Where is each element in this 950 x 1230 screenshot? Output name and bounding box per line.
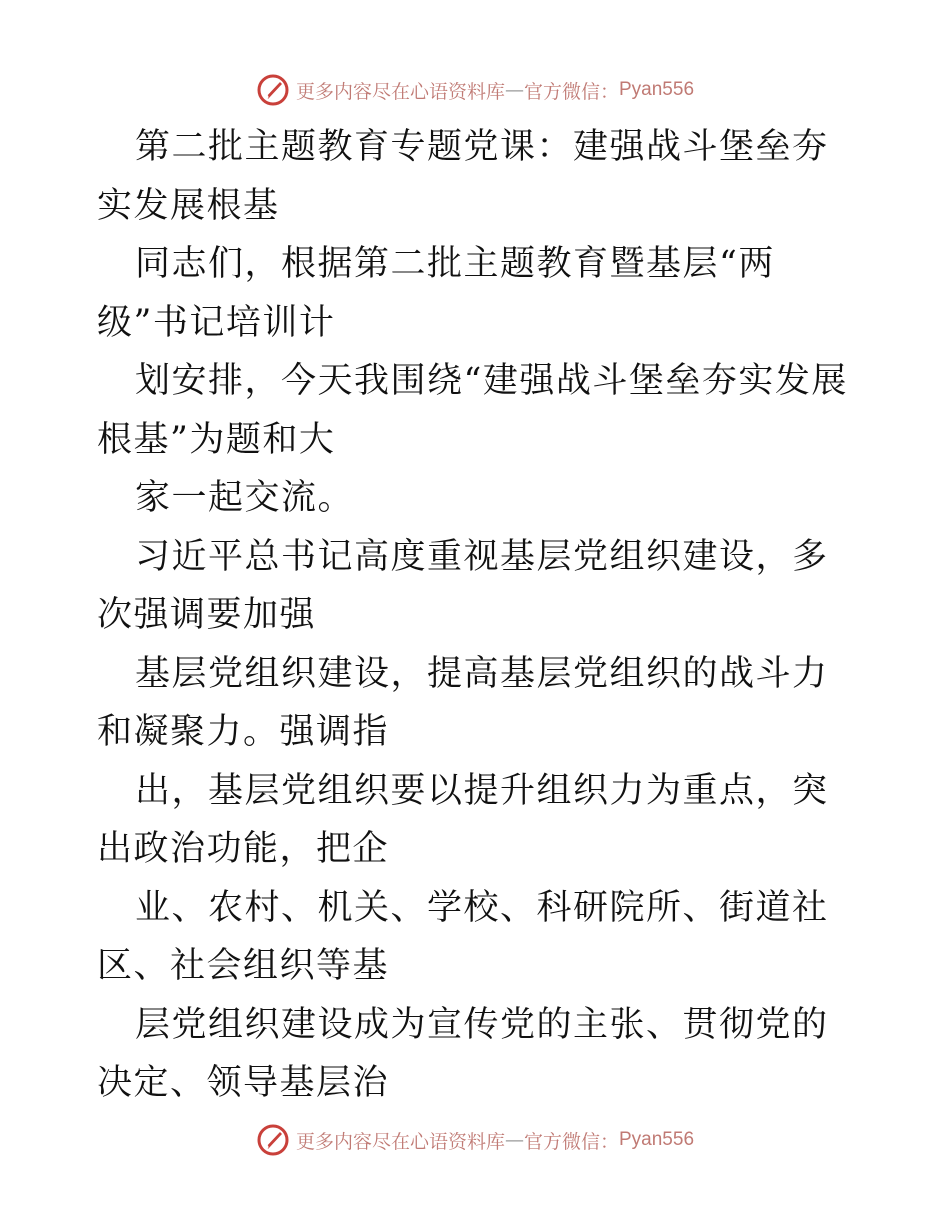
body-paragraph: 业、农村、机关、学校、科研院所、街道社区、社会组织等基 [97,887,829,986]
body-paragraph: 习近平总书记高度重视基层党组织建设，多次强调要加强 [97,536,829,635]
watermark-prefix: 更多内容尽在心语资料库 [295,1130,505,1153]
body-paragraph: 划安排，今天我围绕“建强战斗堡垒夯实发展根基”为题和大 [97,361,848,460]
body-paragraph: 基层党组织建设，提高基层党组织的战斗力和凝聚力。强调指 [97,653,829,752]
body-paragraph: 层党组织建设成为宣传党的主张、贯彻党的决定、领导基层治 [97,1004,829,1103]
watermark-suffix: 官方微信： [523,1130,619,1153]
body-paragraph: 家一起交流。 [135,478,355,518]
feather-pen-logo-icon [256,1123,290,1157]
feather-pen-logo-icon [256,73,290,107]
header-watermark [0,70,950,110]
watermark-id: Pyan556 [619,1129,695,1150]
title-paragraph: 第二批主题教育专题党课：建强战斗堡垒夯实发展根基 [97,127,829,226]
watermark-separator: — [504,1129,524,1151]
watermark-suffix: 官方微信： [523,80,619,103]
body-paragraph: 出，基层党组织要以提升组织力为重点，突出政治功能，把企 [97,770,829,869]
body-paragraph: 同志们，根据第二批主题教育暨基层“两级”书记培训计 [97,244,775,343]
watermark-separator: — [504,79,524,101]
watermark-prefix: 更多内容尽在心语资料库 [295,80,505,103]
footer-watermark [0,1120,950,1160]
document-body [97,118,857,1113]
watermark-id: Pyan556 [619,79,695,100]
